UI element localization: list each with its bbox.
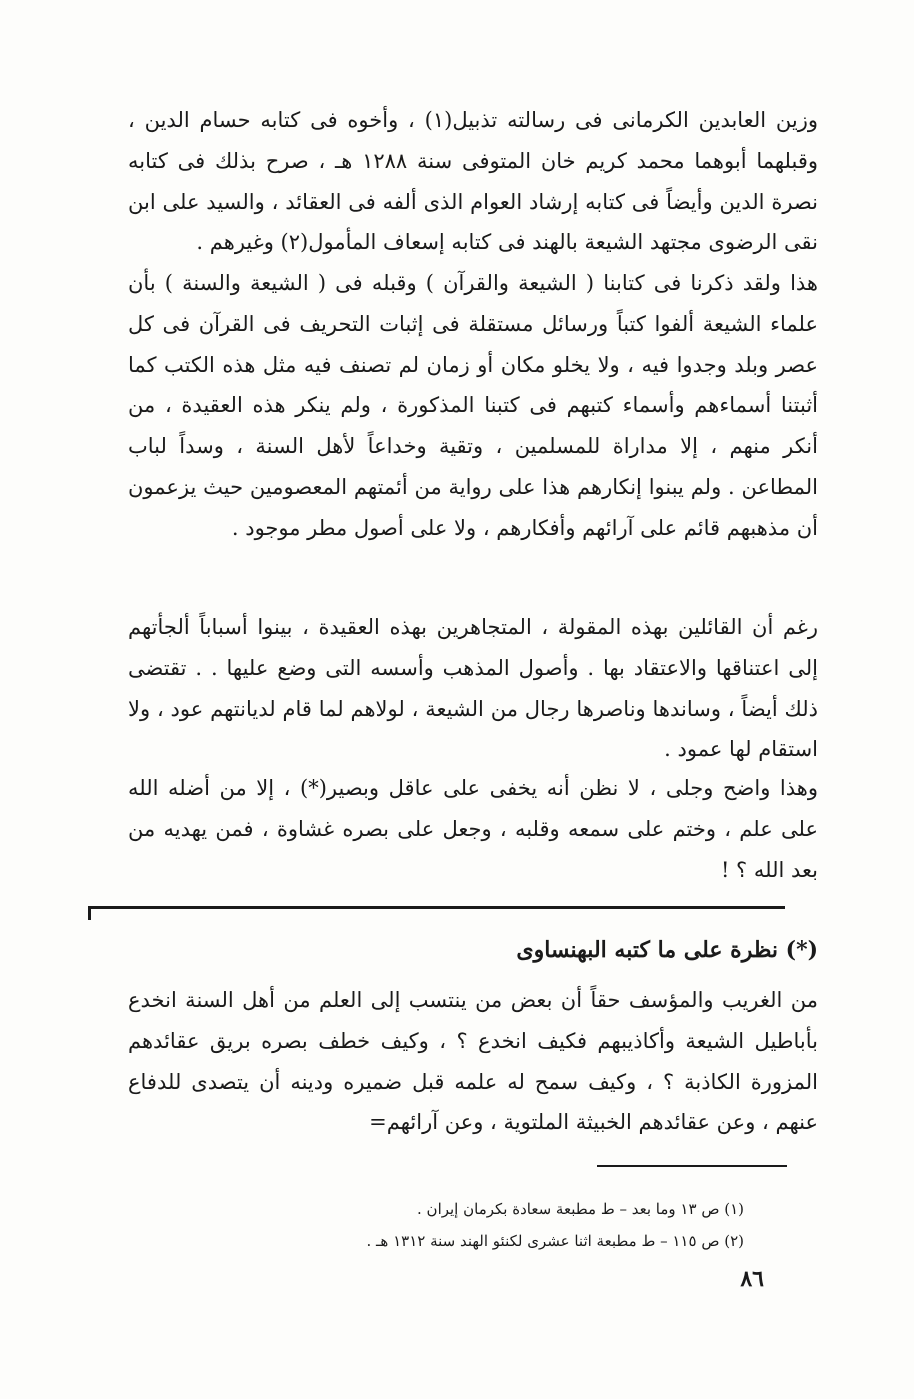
section-paragraph: من الغريب والمؤسف حقاً أن بعض من ينتسب إلى العلم من أهل السنة انخدع بأباطيل الشيعة وأكاذيبهم فكيف انخدع ؟ ، وكيف خطف بصره بريق عقائدهم المزورة الكاذبة ؟ ، وكيف سمح له علمه قبل ضميره ودينه أن يتصدى للدفاع عنهم ، وعن عقائدهم الخبيثة الملتوية ، وعن آرائهم= xyxy=(128,988,818,1135)
footnote-1: (١) ص ١٣ وما بعد – ط مطبعة سعادة بكرمان إيران . xyxy=(417,1200,744,1218)
footnotes xyxy=(124,1193,744,1257)
section-divider xyxy=(88,906,785,909)
paragraph-2: هذا ولقد ذكرنا فى كتابنا ( الشيعة والقرآن ) وقبله فى ( الشيعة والسنة ) بأن علماء الشيعة ألفوا كتباً ورسائل مستقلة فى إثبات التحريف فى القرآن فى كل عصر وبلد وجدوا فيه ، ولا يخلو مكان أو زمان لم تصنف فيه مثل هذه الكتب كما أثبتنا أسماءهم وأسماء كتبهم فى كتبنا المذكورة ، ولم ينكر هذه العقيدة ، من أنكر منهم ، إلا مداراة للمسلمين ، وتقية وخداعاً لأهل السنة ، وسداً لباب المطاعن . ولم يبنوا إنكارهم هذا على رواية من أئمتهم المعصومين حيث يزعمون أن مذهبهم قائم على آرائهم وأفكارهم ، ولا على أصول مطر موجود . xyxy=(128,271,818,540)
footnote-2: (٢) ص ١١٥ – ط مطبعة اثنا عشرى لكنئو الهند سنة ١٣١٢ هـ . xyxy=(366,1232,744,1250)
paragraph-1: وزين العابدين الكرمانى فى رسالته تذبيل(١) ، وأخوه فى كتابه حسام الدين ، وقبلهما أبوهما محمد كريم خان المتوفى سنة ١٢٨٨ هـ ، صرح بذلك فى كتابه نصرة الدين وأيضاً فى كتابه إرشاد العوام الذى ألفه فى العقائد ، والسيد على ابن نقى الرضوى مجتهد الشيعة بالهند فى كتابه إسعاف المأمول(٢) وغيرهم . xyxy=(128,108,819,255)
paragraph-4: وهذا واضح وجلى ، لا نظن أنه يخفى على عاقل وبصير(*) ، إلا من أضله الله على علم ، وختم على سمعه وقلبه ، وجعل على بصره غشاوة ، فمن يهديه من بعد الله ؟ ! xyxy=(128,776,818,882)
page-number: ٨٦ xyxy=(740,1266,764,1292)
paragraph-3: رغم أن القائلين بهذه المقولة ، المتجاهرين بهذه العقيدة ، بينوا أسباباً ألجأتهم إلى اعتناقها والاعتقاد بها . وأصول المذهب وأسسه التى وضع عليها . . تقتضى ذلك أيضاً ، وساندها وناصرها رجال من الشيعة ، لولاهم لما قام لديانتهم عود ، ولا استقام لها عمود . xyxy=(128,615,818,762)
footnote-rule xyxy=(597,1165,787,1167)
section-divider-tick xyxy=(88,906,91,920)
section-title: (*) نظرة على ما كتبه البهنساوى xyxy=(516,937,818,963)
